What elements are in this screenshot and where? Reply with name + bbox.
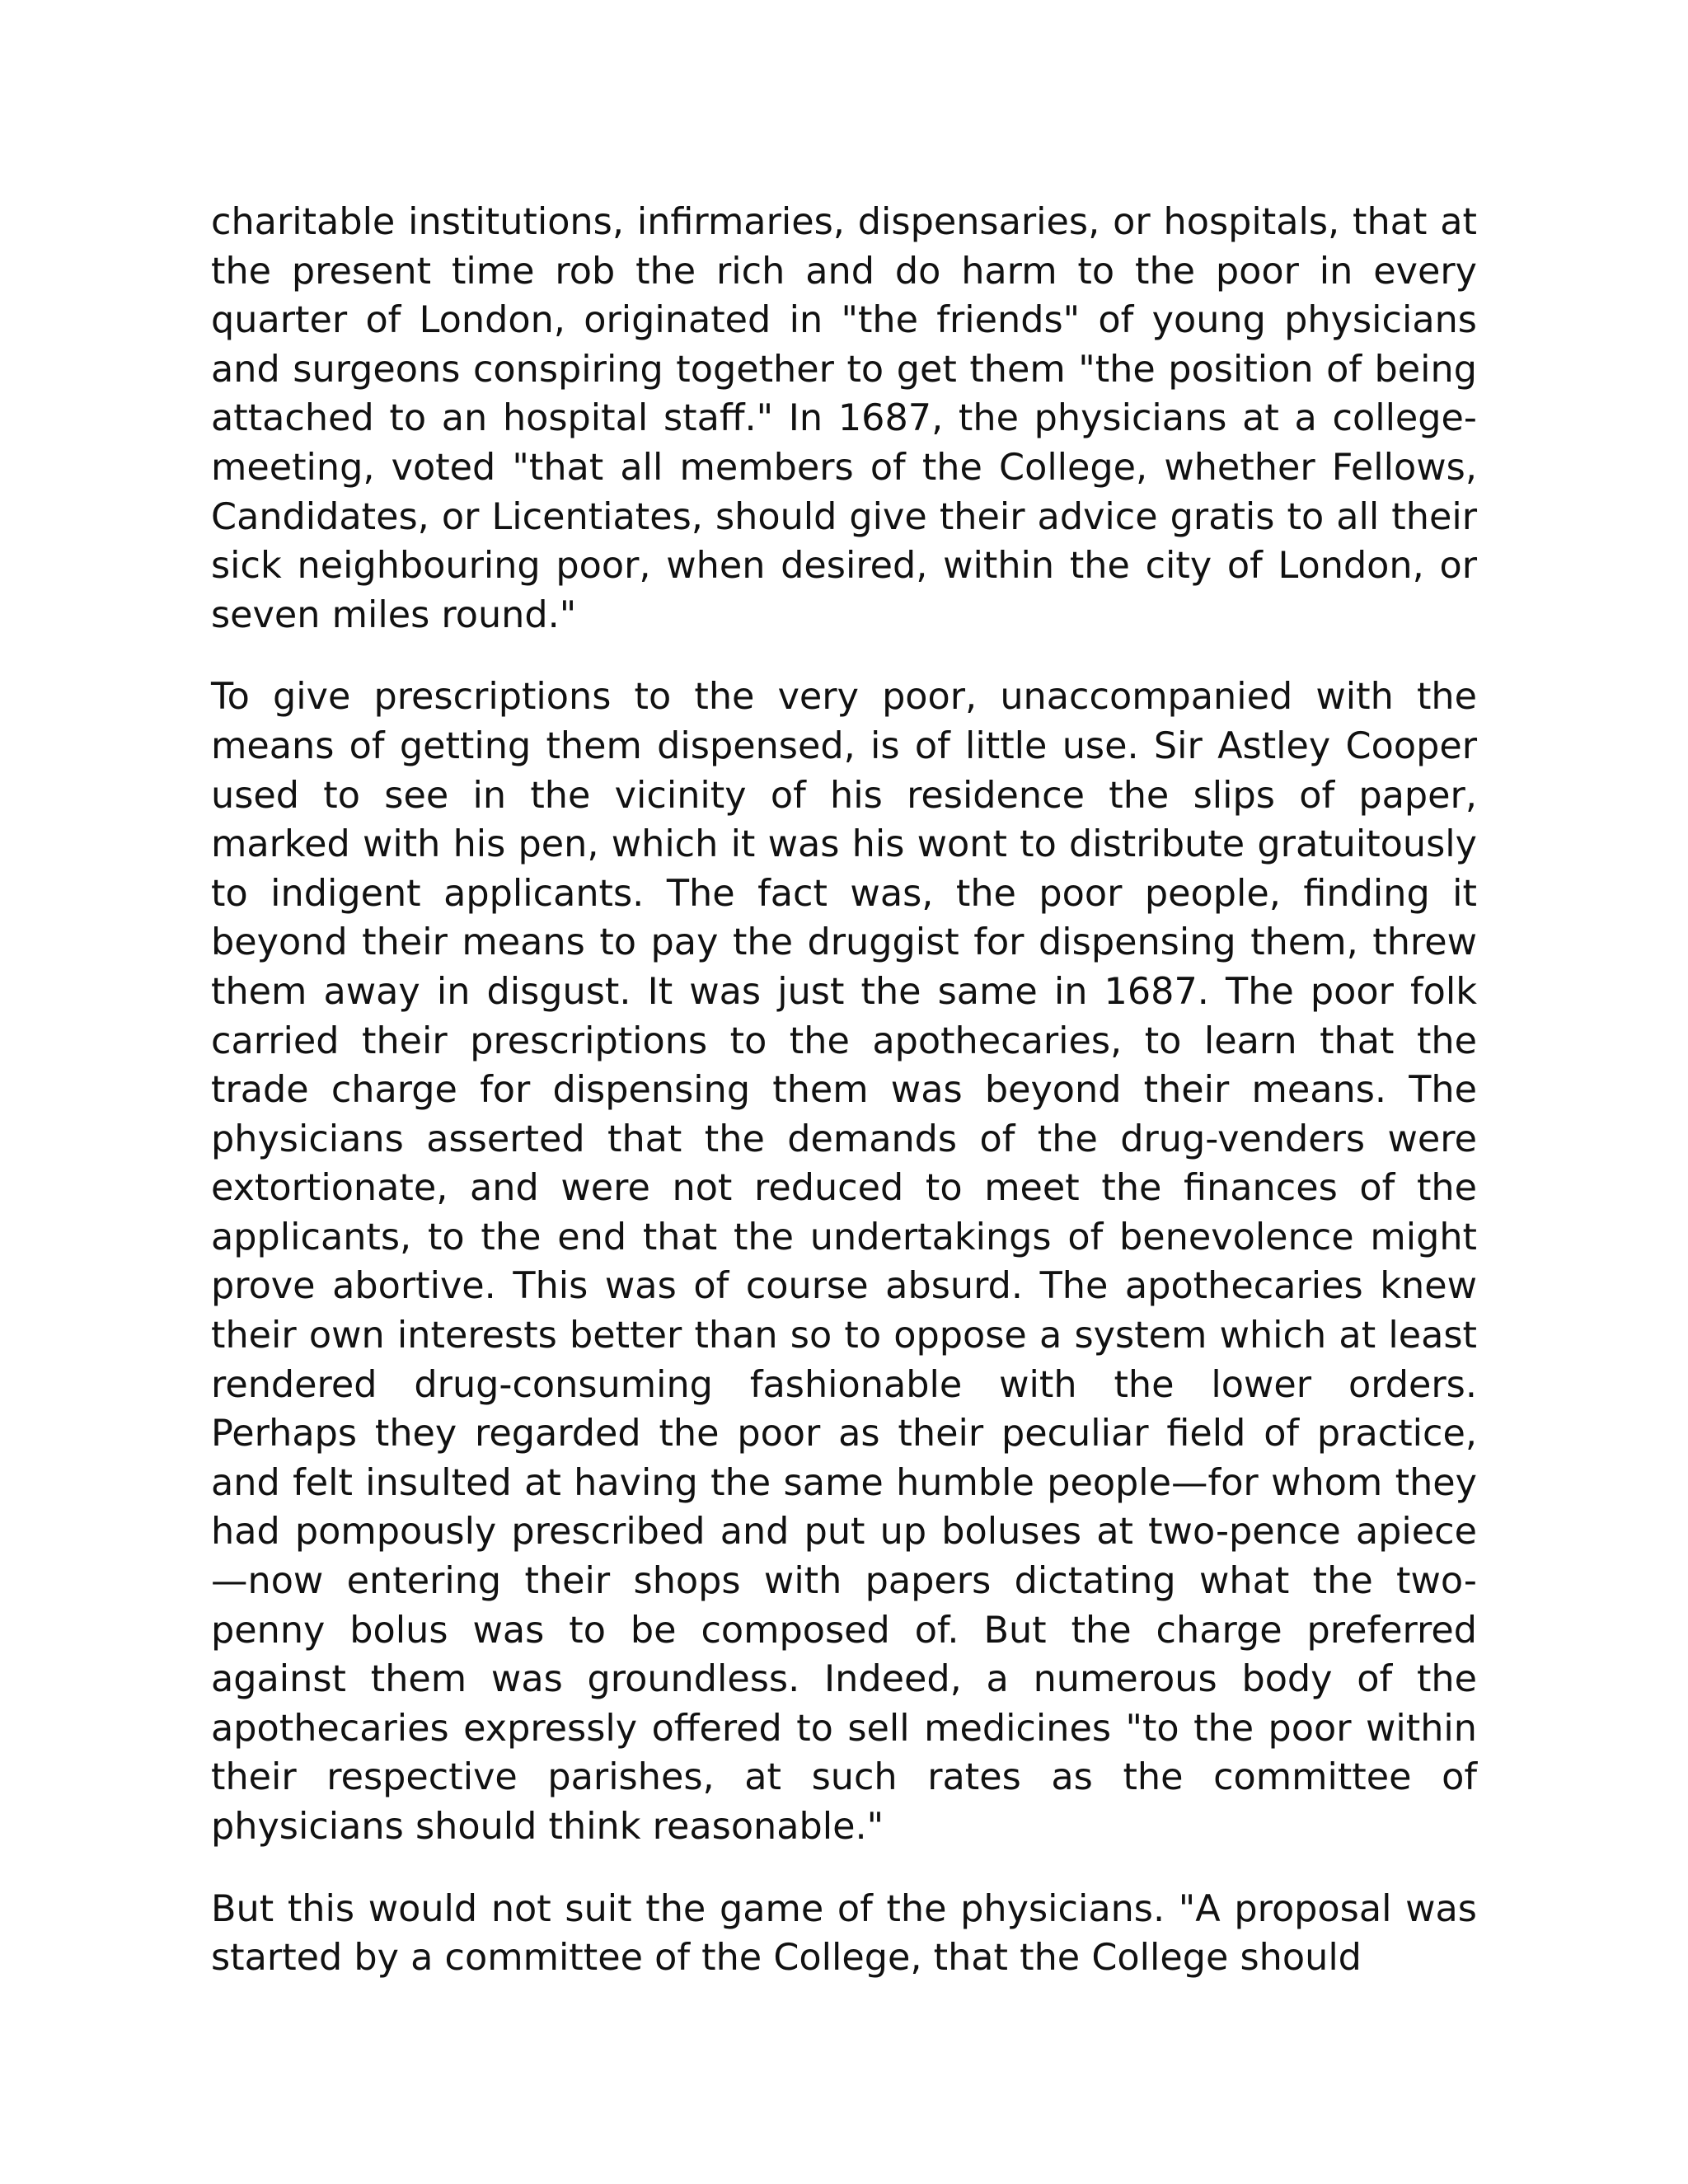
paragraph-2: To give prescriptions to the very poor, unaccompanied with the means of getting them dispensed, is of little use. Sir Astley Cooper used to see in the vicinity of his residence the slips of paper, marked with his pen, which it was his wont to distribute gratuitously to indigent applicants. The fact was, the poor people, finding it beyond their means to pay the druggist for dispensing them, threw them away in disgust. It was just the same in 1687. The poor folk carried their prescriptions to the apothecaries, to learn that the trade charge for dispensing them was beyond their means. The physicians asserted that the demands of the drug-venders were extortionate, and were not reduced to meet the finances of the applicants, to the end that the undertakings of benevolence might prove abortive. This was of course absurd. The apothecaries knew their own interests better than so to oppose a system which at least rendered drug-consuming fashionable with the lower orders. Perhaps they regarded the poor as their peculiar field of practice, and felt insulted at having the same humble people—for whom they had pompously prescribed and put up boluses at two-pence apiece—now entering their shops with papers dictating what the two-penny bolus was to be composed of. But the charge preferred against them was groundless. Indeed, a numerous body of the apothecaries expressly offered to sell medicines "to the poor within their respective parishes, at such rates as the committee of physicians should think reasonable." [211,676,1477,1848]
paragraph-1: charitable institutions, infirmaries, dispensaries, or hospitals, that at the present time rob the rich and do harm to the poor in every quarter of London, originated in "the friends" of young physicians and surgeons conspiring together to get them "the position of being attached to an hospital staff." In 1687, the physicians at a college-meeting, voted "that all members of the College, whether Fellows, Candidates, or Licentiates, should give their advice gratis to all their sick neighbouring poor, when desired, within the city of London, or seven miles round." [211,201,1477,636]
body-text [211,198,1477,2016]
paragraph-3: But this would not suit the game of the physicians. "A proposal was started by a committee of the College, that the College should [211,1887,1477,1980]
